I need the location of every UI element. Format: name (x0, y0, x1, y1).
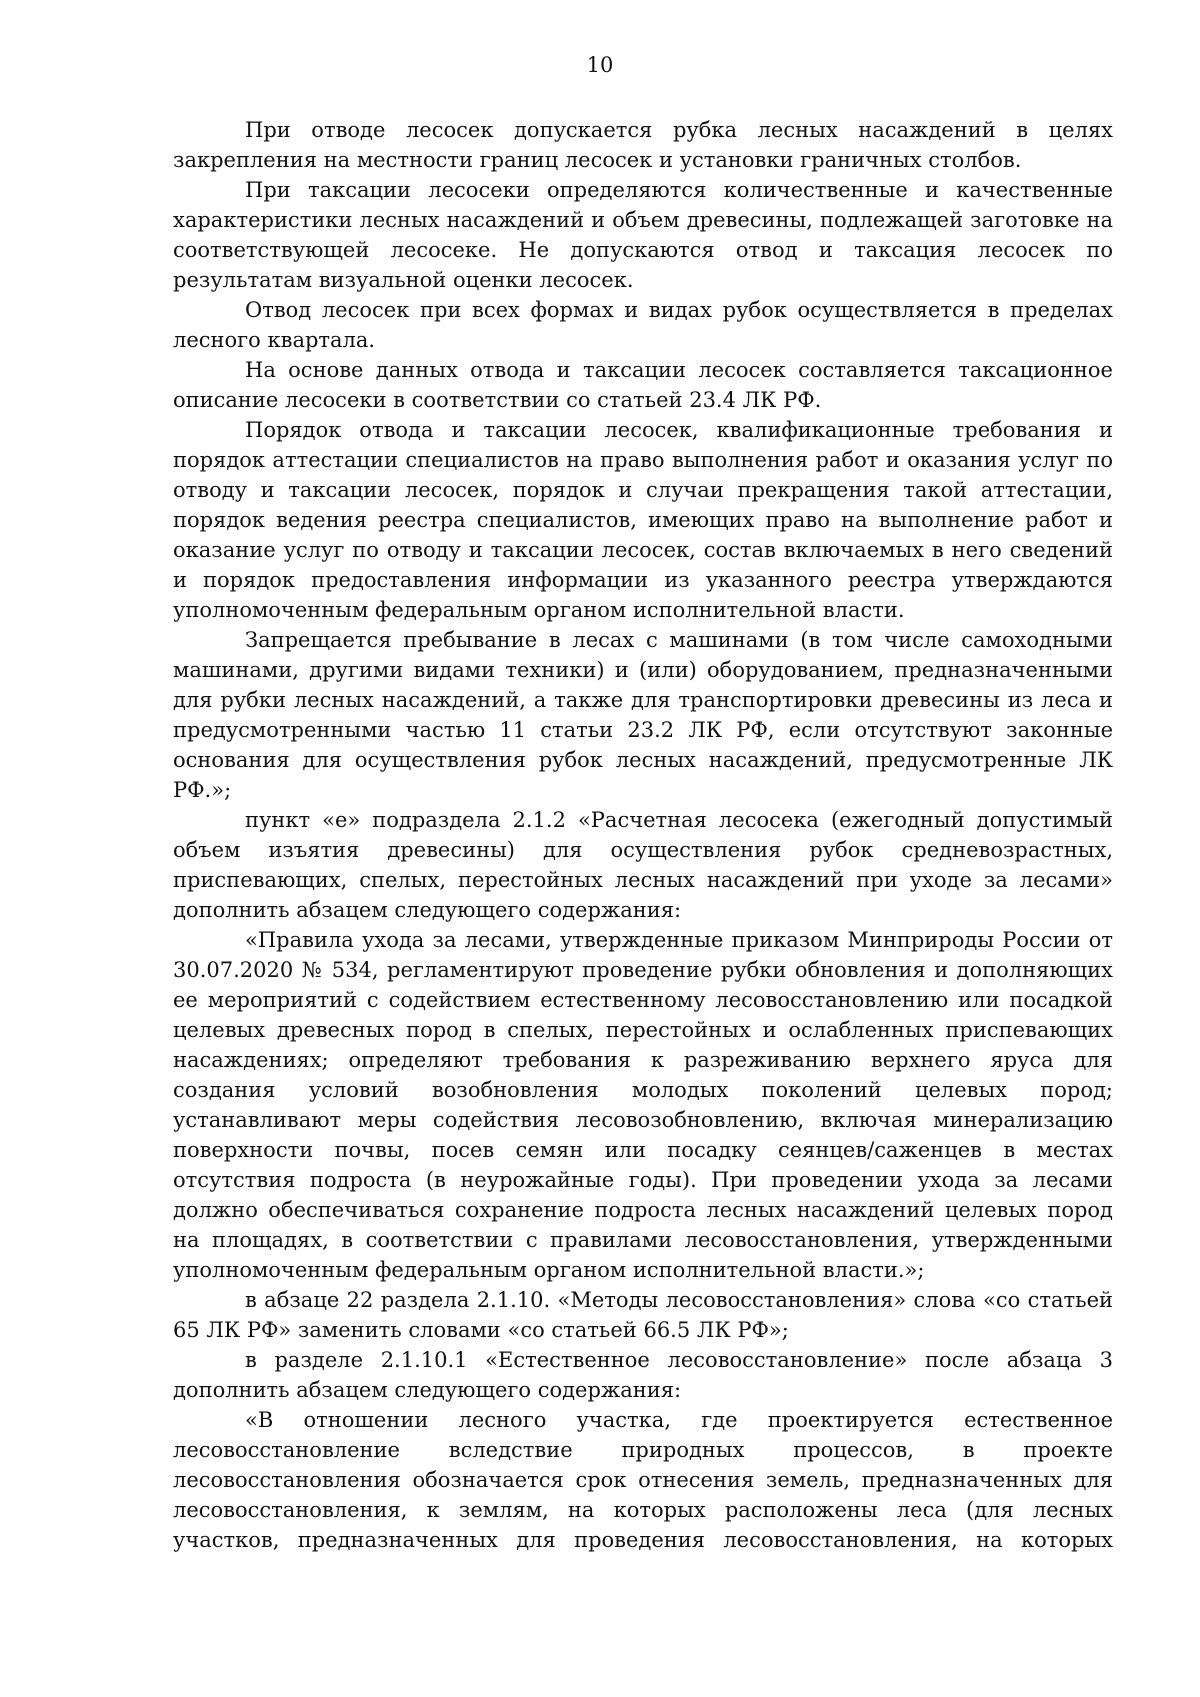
page-number: 10 (586, 53, 614, 77)
paragraph-punkt-e: пункт «е» подраздела 2.1.2 «Расчетная лесосека (ежегодный допустимый объем изъятия древесины) для осуществления рубок средневозрастных, приспевающих, спелых, перестойных лесных насаждений при уходе за лесами» дополнить абзацем следующего содержания: (173, 808, 1113, 922)
paragraph-razdel-2-1-10-1: в разделе 2.1.10.1 «Естественное лесовосстановление» после абзаца 3 дополнить абзацем следующего содержания: (173, 1348, 1113, 1402)
paragraph-otvod-kvartal: Отвод лесосек при всех формах и видах рубок осуществляется в пределах лесного квартала. (173, 298, 1113, 352)
paragraph-taksacionnoe-opisanie: На основе данных отвода и таксации лесосек составляется таксационное описание лесосеки в соответствии со статьей 23.4 ЛК РФ. (173, 358, 1113, 412)
document-body (173, 115, 1113, 1555)
paragraph-lesosek-otvod-rubka: При отводе лесосек допускается рубка лесных насаждений в целях закрепления на местности границ лесосек и установки граничных столбов. (173, 118, 1113, 172)
paragraph-estestvennoe-lesovosstanovlenie: «В отношении лесного участка, где проектируется естественное лесовосстановление вследствие природных процессов, в проекте лесовосстановления обозначается срок отнесения земель, предназначенных для лесовосстановления, к землям, на которых расположены леса (для лесных участков, предназначенных для проведения лесовосстановления, на которых (173, 1408, 1113, 1552)
paragraph-poryadok-attestacii: Порядок отвода и таксации лесосек, квалификационные требования и порядок аттестации специалистов на право выполнения работ и оказания услуг по отводу и таксации лесосек, порядок и случаи прекращения такой аттестации, порядок ведения реестра специалистов, имеющих право на выполнение работ и оказание услуг по отводу и таксации лесосек, состав включаемых в него сведений и порядок предоставления информации из указанного реестра утверждаются уполномоченным федеральным органом исполнительной власти. (173, 418, 1113, 622)
paragraph-abzac-22: в абзаце 22 раздела 2.1.10. «Методы лесовосстановления» слова «со статьей 65 ЛК РФ» заменить словами «со статьей 66.5 ЛК РФ»; (173, 1288, 1113, 1342)
paragraph-zapreshchaetsya: Запрещается пребывание в лесах с машинами (в том числе самоходными машинами, другими видами техники) и (или) оборудованием, предназначенными для рубки лесных насаждений, а также для транспортировки древесины из леса и предусмотренными частью 11 статьи 23.2 ЛК РФ, если отсутствуют законные основания для осуществления рубок лесных насаждений, предусмотренные ЛК РФ.»; (173, 628, 1113, 802)
paragraph-taksaciya: При таксации лесосеки определяются количественные и качественные характеристики лесных насаждений и объем древесины, подлежащей заготовке на соответствующей лесосеке. Не допускаются отвод и таксация лесосек по результатам визуальной оценки лесосек. (173, 178, 1113, 292)
paragraph-pravila-uhoda: «Правила ухода за лесами, утвержденные приказом Минприроды России от 30.07.2020 № 534, регламентируют проведение рубки обновления и дополняющих ее мероприятий с содействием естественному лесовосстановлению или посадкой целевых древесных пород в спелых, перестойных и ослабленных приспевающих насаждениях; определяют требования к разреживанию верхнего яруса для создания условий возобновления молодых поколений целевых пород; устанавливают меры содействия лесовозобновлению, включая минерализацию поверхности почвы, посев семян или посадку сеянцев/саженцев в местах отсутствия подроста (в неурожайные годы). При проведении ухода за лесами должно обеспечиваться сохранение подроста лесных насаждений целевых пород на площадях, в соответствии с правилами лесовосстановления, утвержденными уполномоченным федеральным органом исполнительной власти.»; (173, 928, 1113, 1282)
